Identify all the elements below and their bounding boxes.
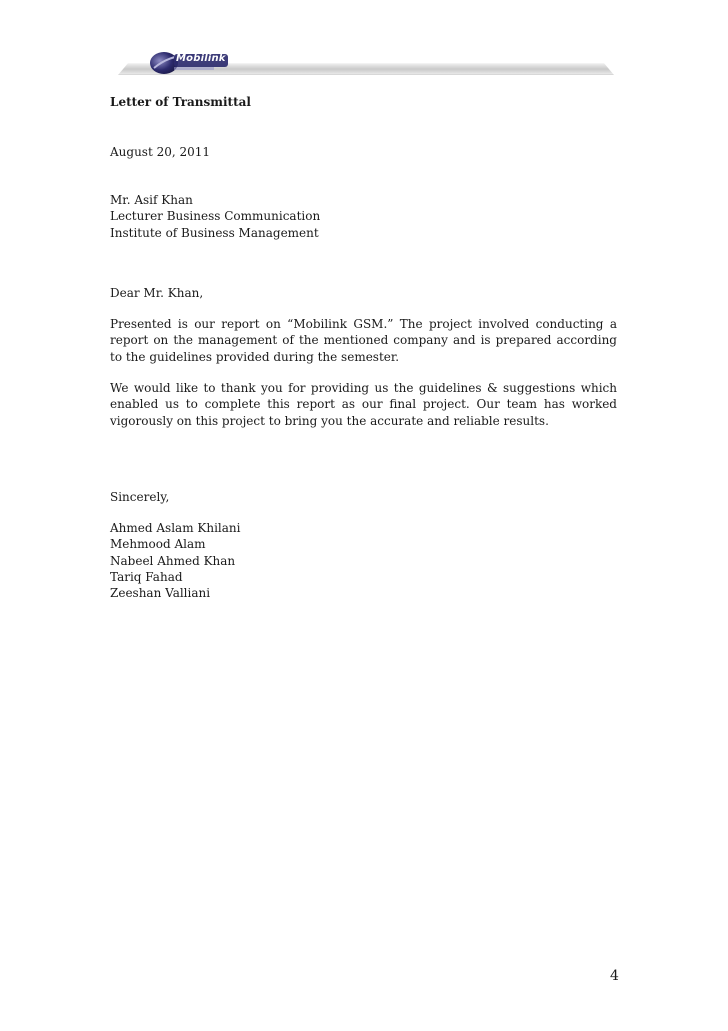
recipient-name: Mr. Asif Khan — [110, 193, 193, 207]
mobilink-logo — [146, 48, 266, 76]
signer-name: Nabeel Ahmed Khan — [110, 553, 236, 568]
recipient-title: Lecturer Business Communication — [110, 209, 321, 224]
signer-name: Tariq Fahad — [110, 569, 183, 584]
logo-text: Mobilink — [176, 53, 226, 64]
letter-date: August 20, 2011 — [110, 145, 211, 159]
signers-list — [110, 520, 240, 601]
letter-title: Letter of Transmittal — [110, 95, 251, 109]
page-header — [110, 44, 620, 76]
closing: Sincerely, — [110, 490, 170, 504]
salutation: Dear Mr. Khan, — [110, 286, 204, 300]
signer-name: Zeeshan Valliani — [110, 586, 211, 601]
recipient-block — [110, 192, 320, 241]
signer-name: Ahmed Aslam Khilani — [110, 521, 241, 535]
body-paragraph: Presented is our report on “Mobilink GSM.” The project involved conducting a report on the management of the mentioned company and is prepared according to the guidelines provided during the semester. — [110, 317, 617, 364]
recipient-institution: Institute of Business Management — [110, 225, 319, 240]
signer-name: Mehmood Alam — [110, 537, 206, 552]
body-paragraph: We would like to thank you for providing us the guidelines & suggestions which enabled us to complete this report as our final project. Our team has worked vigorously on this project to bring you the accurate and reliable results. — [110, 381, 617, 428]
page-number: 4 — [610, 968, 619, 984]
